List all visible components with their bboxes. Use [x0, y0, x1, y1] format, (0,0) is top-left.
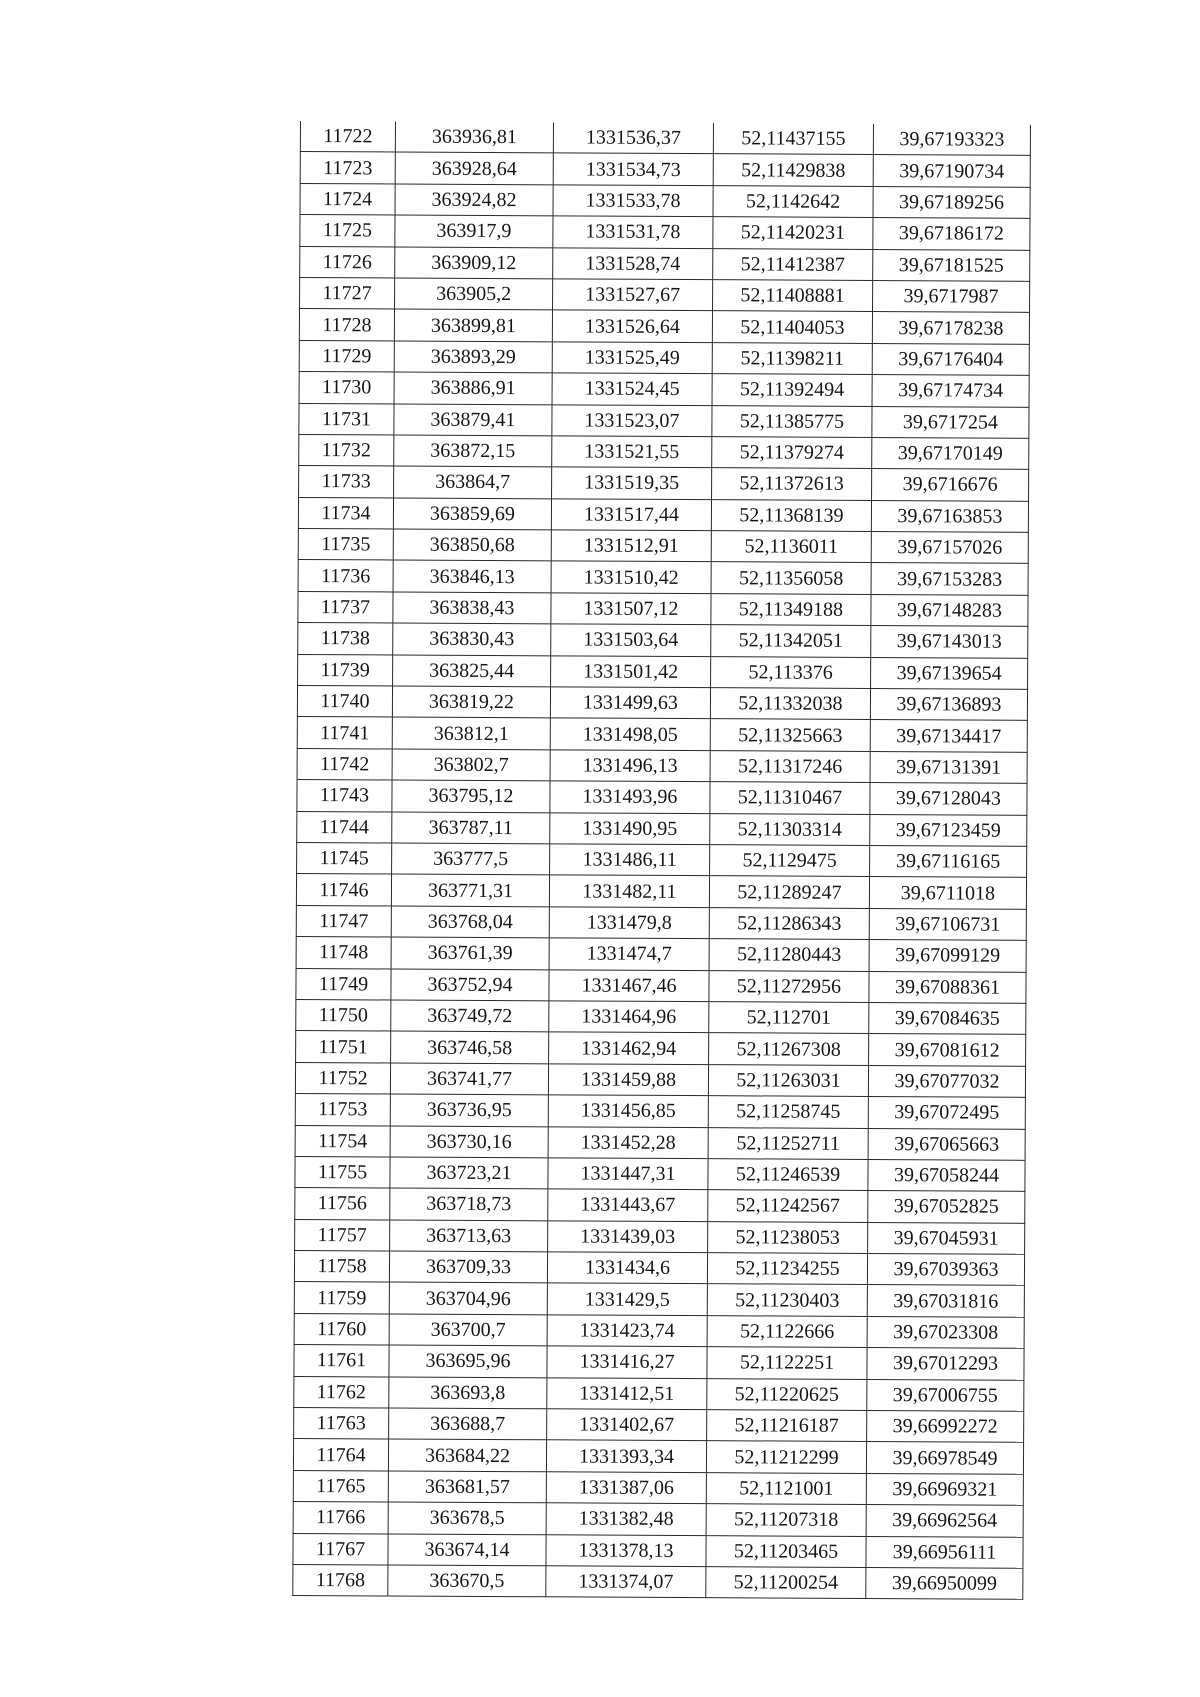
longitude-cell: 39,6717987	[873, 280, 1030, 312]
table-row	[294, 1345, 1024, 1380]
longitude-cell: 39,67081612	[869, 1034, 1026, 1066]
latitude-cell: 52,11368139	[711, 499, 871, 531]
point-number-cell: 11765	[293, 1470, 388, 1502]
table-row	[297, 842, 1027, 877]
longitude-cell: 39,67023308	[867, 1316, 1024, 1348]
table-row	[297, 748, 1027, 783]
table-row	[295, 1062, 1025, 1097]
y-coordinate-cell: 1331456,85	[548, 1095, 708, 1127]
point-number-cell: 11740	[297, 686, 392, 718]
point-number-cell: 11744	[297, 811, 392, 843]
point-number-cell: 11755	[295, 1156, 390, 1188]
point-number-cell: 11752	[295, 1062, 390, 1094]
latitude-cell: 52,11412387	[713, 248, 873, 280]
point-number-cell: 11751	[296, 1031, 391, 1063]
point-number-cell: 11735	[298, 529, 393, 561]
point-number-cell: 11756	[295, 1188, 390, 1220]
point-number-cell: 11726	[300, 246, 395, 278]
y-coordinate-cell: 1331393,34	[546, 1440, 706, 1472]
y-coordinate-cell: 1331387,06	[546, 1472, 706, 1504]
latitude-cell: 52,11242567	[708, 1190, 868, 1222]
y-coordinate-cell: 1331523,07	[552, 404, 712, 436]
latitude-cell: 52,11317246	[710, 750, 870, 782]
point-number-cell: 11733	[299, 466, 394, 498]
longitude-cell: 39,66992272	[867, 1411, 1024, 1443]
y-coordinate-cell: 1331526,64	[552, 310, 712, 342]
latitude-cell: 52,11220625	[707, 1378, 867, 1410]
table-row	[296, 968, 1026, 1003]
latitude-cell: 52,11342051	[711, 625, 871, 657]
table-row	[293, 1439, 1023, 1474]
y-coordinate-cell: 1331374,07	[546, 1566, 706, 1598]
longitude-cell: 39,67176404	[872, 343, 1029, 375]
longitude-cell: 39,67153283	[871, 563, 1028, 595]
x-coordinate-cell: 363736,95	[390, 1094, 548, 1126]
table-row	[294, 1282, 1024, 1317]
table-row	[297, 686, 1027, 721]
longitude-cell: 39,66969321	[866, 1473, 1023, 1505]
point-number-cell: 11753	[295, 1094, 390, 1126]
latitude-cell: 52,112701	[709, 1002, 869, 1034]
table-row	[294, 1251, 1024, 1286]
y-coordinate-cell: 1331507,12	[551, 593, 711, 625]
y-coordinate-cell: 1331416,27	[547, 1346, 707, 1378]
latitude-cell: 52,11207318	[706, 1504, 866, 1536]
latitude-cell: 52,11289247	[709, 876, 869, 908]
point-number-cell: 11760	[294, 1313, 389, 1345]
x-coordinate-cell: 363905,2	[395, 278, 553, 310]
y-coordinate-cell: 1331493,96	[550, 781, 710, 813]
latitude-cell: 52,11216187	[707, 1410, 867, 1442]
x-coordinate-cell: 363928,64	[395, 152, 553, 184]
table-row	[296, 937, 1026, 972]
table-row	[299, 466, 1029, 501]
longitude-cell: 39,67163853	[871, 500, 1028, 532]
latitude-cell: 52,11372613	[712, 468, 872, 500]
latitude-cell: 52,11272956	[709, 970, 869, 1002]
longitude-cell: 39,67088361	[869, 971, 1026, 1003]
table-row	[295, 1125, 1025, 1160]
latitude-cell: 52,11437155	[713, 123, 873, 155]
point-number-cell: 11750	[296, 999, 391, 1031]
table-row	[300, 121, 1030, 156]
y-coordinate-cell: 1331412,51	[547, 1377, 707, 1409]
point-number-cell: 11754	[295, 1125, 390, 1157]
x-coordinate-cell: 363670,5	[388, 1565, 546, 1597]
table-row	[297, 811, 1027, 846]
latitude-cell: 52,11203465	[706, 1535, 866, 1567]
y-coordinate-cell: 1331499,63	[550, 687, 710, 719]
x-coordinate-cell: 363688,7	[389, 1408, 547, 1440]
longitude-cell: 39,66978549	[866, 1442, 1023, 1474]
y-coordinate-cell: 1331528,74	[553, 247, 713, 279]
longitude-cell: 39,67058244	[868, 1159, 1025, 1191]
latitude-cell: 52,11230403	[707, 1284, 867, 1316]
latitude-cell: 52,11379274	[712, 437, 872, 469]
point-number-cell: 11763	[294, 1408, 389, 1440]
latitude-cell: 52,11310467	[710, 782, 870, 814]
y-coordinate-cell: 1331531,78	[553, 216, 713, 248]
longitude-cell: 39,67186172	[873, 218, 1030, 250]
latitude-cell: 52,11429838	[713, 154, 873, 186]
latitude-cell: 52,11267308	[709, 1033, 869, 1065]
point-number-cell: 11728	[299, 309, 394, 341]
table-row	[294, 1376, 1024, 1411]
longitude-cell: 39,67099129	[869, 940, 1026, 972]
y-coordinate-cell: 1331474,7	[549, 938, 709, 970]
x-coordinate-cell: 363893,29	[394, 341, 552, 373]
x-coordinate-cell: 363819,22	[392, 686, 550, 718]
table-row	[295, 1219, 1025, 1254]
x-coordinate-cell: 363859,69	[393, 498, 551, 530]
longitude-cell: 39,67136893	[870, 689, 1027, 721]
table-row	[300, 277, 1030, 312]
latitude-cell: 52,1129475	[710, 845, 870, 877]
x-coordinate-cell: 363730,16	[390, 1125, 548, 1157]
x-coordinate-cell: 363768,04	[391, 906, 549, 938]
latitude-cell: 52,11385775	[712, 405, 872, 437]
latitude-cell: 52,11392494	[712, 374, 872, 406]
x-coordinate-cell: 363850,68	[393, 529, 551, 561]
latitude-cell: 52,11356058	[711, 562, 871, 594]
table-row	[300, 183, 1030, 218]
table-row	[296, 1031, 1026, 1066]
x-coordinate-cell: 363886,91	[394, 372, 552, 404]
y-coordinate-cell: 1331378,13	[546, 1534, 706, 1566]
y-coordinate-cell: 1331510,42	[551, 561, 711, 593]
latitude-cell: 52,1142642	[713, 185, 873, 217]
x-coordinate-cell: 363846,13	[393, 560, 551, 592]
point-number-cell: 11761	[294, 1345, 389, 1377]
longitude-cell: 39,67084635	[869, 1002, 1026, 1034]
y-coordinate-cell: 1331521,55	[552, 436, 712, 468]
y-coordinate-cell: 1331452,28	[548, 1126, 708, 1158]
table-row	[298, 623, 1028, 658]
table-row	[298, 529, 1028, 564]
point-number-cell: 11725	[300, 215, 395, 247]
longitude-cell: 39,67134417	[870, 720, 1027, 752]
longitude-cell: 39,67039363	[867, 1254, 1024, 1286]
y-coordinate-cell: 1331512,91	[551, 530, 711, 562]
x-coordinate-cell: 363936,81	[395, 122, 553, 154]
table-row	[295, 1156, 1025, 1191]
longitude-cell: 39,67181525	[873, 249, 1030, 281]
longitude-cell: 39,67065663	[868, 1128, 1025, 1160]
latitude-cell: 52,11286343	[709, 907, 869, 939]
table-row	[293, 1564, 1023, 1599]
y-coordinate-cell: 1331402,67	[547, 1409, 707, 1441]
latitude-cell: 52,11332038	[710, 688, 870, 720]
x-coordinate-cell: 363879,41	[394, 404, 552, 436]
y-coordinate-cell: 1331459,88	[548, 1064, 708, 1096]
longitude-cell: 39,67190734	[873, 155, 1030, 187]
longitude-cell: 39,67072495	[868, 1097, 1025, 1129]
x-coordinate-cell: 363771,31	[391, 874, 549, 906]
x-coordinate-cell: 363674,14	[388, 1534, 546, 1566]
table-row	[298, 560, 1028, 595]
x-coordinate-cell: 363713,63	[390, 1220, 548, 1252]
longitude-cell: 39,67006755	[867, 1379, 1024, 1411]
longitude-cell: 39,67157026	[871, 532, 1028, 564]
latitude-cell: 52,11234255	[707, 1253, 867, 1285]
longitude-cell: 39,67128043	[870, 783, 1027, 815]
longitude-cell: 39,66962564	[866, 1505, 1023, 1537]
longitude-cell: 39,67052825	[868, 1191, 1025, 1223]
y-coordinate-cell: 1331382,48	[546, 1503, 706, 1535]
latitude-cell: 52,11303314	[710, 813, 870, 845]
y-coordinate-cell: 1331434,6	[547, 1252, 707, 1284]
y-coordinate-cell: 1331467,46	[549, 969, 709, 1001]
longitude-cell: 39,67189256	[873, 186, 1030, 218]
x-coordinate-cell: 363709,33	[389, 1251, 547, 1283]
latitude-cell: 52,11420231	[713, 217, 873, 249]
y-coordinate-cell: 1331503,64	[551, 624, 711, 656]
longitude-cell: 39,67031816	[867, 1285, 1024, 1317]
point-number-cell: 11731	[299, 403, 394, 435]
x-coordinate-cell: 363787,11	[392, 812, 550, 844]
point-number-cell: 11766	[293, 1502, 388, 1534]
x-coordinate-cell: 363777,5	[392, 843, 550, 875]
point-number-cell: 11764	[293, 1439, 388, 1471]
latitude-cell: 52,11258745	[708, 1096, 868, 1128]
x-coordinate-cell: 363812,1	[392, 717, 550, 749]
y-coordinate-cell: 1331496,13	[550, 750, 710, 782]
latitude-cell: 52,11238053	[708, 1221, 868, 1253]
table-row	[296, 874, 1026, 909]
point-number-cell: 11762	[294, 1376, 389, 1408]
y-coordinate-cell: 1331519,35	[552, 467, 712, 499]
table-row	[299, 372, 1029, 407]
x-coordinate-cell: 363825,44	[393, 655, 551, 687]
latitude-cell: 52,11404053	[712, 311, 872, 343]
table-row	[299, 340, 1029, 375]
table-row	[293, 1502, 1023, 1537]
longitude-cell: 39,67148283	[871, 594, 1028, 626]
x-coordinate-cell: 363700,7	[389, 1314, 547, 1346]
latitude-cell: 52,11280443	[709, 939, 869, 971]
point-number-cell: 11732	[299, 434, 394, 466]
point-number-cell: 11723	[300, 152, 395, 184]
table-row	[293, 1470, 1023, 1505]
y-coordinate-cell: 1331462,94	[549, 1032, 709, 1064]
latitude-cell: 52,11212299	[706, 1441, 866, 1473]
latitude-cell: 52,1122666	[707, 1315, 867, 1347]
longitude-cell: 39,67106731	[869, 908, 1026, 940]
point-number-cell: 11729	[299, 340, 394, 372]
y-coordinate-cell: 1331527,67	[553, 279, 713, 311]
longitude-cell: 39,66956111	[866, 1536, 1023, 1568]
x-coordinate-cell: 363761,39	[391, 937, 549, 969]
point-number-cell: 11768	[293, 1564, 388, 1596]
x-coordinate-cell: 363681,57	[388, 1471, 546, 1503]
table-row	[295, 1188, 1025, 1223]
x-coordinate-cell: 363678,5	[388, 1502, 546, 1534]
y-coordinate-cell: 1331498,05	[550, 718, 710, 750]
point-number-cell: 11745	[297, 842, 392, 874]
table-row	[296, 999, 1026, 1034]
point-number-cell: 11757	[295, 1219, 390, 1251]
point-number-cell: 11734	[298, 497, 393, 529]
point-number-cell: 11746	[296, 874, 391, 906]
point-number-cell: 11759	[294, 1282, 389, 1314]
point-number-cell: 11730	[299, 372, 394, 404]
longitude-cell: 39,6717254	[872, 406, 1029, 438]
y-coordinate-cell: 1331486,11	[550, 844, 710, 876]
longitude-cell: 39,67131391	[870, 751, 1027, 783]
longitude-cell: 39,67174734	[872, 375, 1029, 407]
x-coordinate-cell: 363924,82	[395, 184, 553, 216]
point-number-cell: 11737	[298, 591, 393, 623]
table-row	[300, 152, 1030, 187]
y-coordinate-cell: 1331501,42	[551, 655, 711, 687]
x-coordinate-cell: 363718,73	[390, 1188, 548, 1220]
longitude-cell: 39,6716676	[872, 469, 1029, 501]
table-row	[299, 403, 1029, 438]
x-coordinate-cell: 363864,7	[394, 466, 552, 498]
point-number-cell: 11736	[298, 560, 393, 592]
x-coordinate-cell: 363723,21	[390, 1157, 548, 1189]
table-row	[297, 717, 1027, 752]
point-number-cell: 11748	[296, 937, 391, 969]
x-coordinate-cell: 363795,12	[392, 780, 550, 812]
longitude-cell: 39,67077032	[868, 1065, 1025, 1097]
x-coordinate-cell: 363872,15	[394, 435, 552, 467]
x-coordinate-cell: 363838,43	[393, 592, 551, 624]
table-row	[293, 1533, 1023, 1568]
x-coordinate-cell: 363741,77	[390, 1063, 548, 1095]
y-coordinate-cell: 1331482,11	[549, 875, 709, 907]
x-coordinate-cell: 363684,22	[388, 1439, 546, 1471]
x-coordinate-cell: 363704,96	[389, 1282, 547, 1314]
x-coordinate-cell: 363695,96	[389, 1345, 547, 1377]
table-row	[298, 497, 1028, 532]
x-coordinate-cell: 363746,58	[391, 1031, 549, 1063]
latitude-cell: 52,11349188	[711, 594, 871, 626]
y-coordinate-cell: 1331536,37	[553, 122, 713, 154]
table-row	[299, 434, 1029, 469]
latitude-cell: 52,11246539	[708, 1159, 868, 1191]
x-coordinate-cell: 363802,7	[392, 749, 550, 781]
table-row	[298, 591, 1028, 626]
y-coordinate-cell: 1331524,45	[552, 373, 712, 405]
point-number-cell: 11747	[296, 905, 391, 937]
longitude-cell: 39,6711018	[869, 877, 1026, 909]
x-coordinate-cell: 363917,9	[395, 215, 553, 247]
latitude-cell: 52,1136011	[711, 531, 871, 563]
table-row	[294, 1313, 1024, 1348]
point-number-cell: 11741	[297, 717, 392, 749]
latitude-cell: 52,11408881	[713, 280, 873, 312]
longitude-cell: 39,67178238	[872, 312, 1029, 344]
longitude-cell: 39,67193323	[873, 124, 1030, 156]
table-row	[299, 309, 1029, 344]
longitude-cell: 39,67143013	[871, 626, 1028, 658]
longitude-cell: 39,67045931	[868, 1222, 1025, 1254]
point-number-cell: 11742	[297, 748, 392, 780]
point-number-cell: 11739	[298, 654, 393, 686]
y-coordinate-cell: 1331443,67	[548, 1189, 708, 1221]
y-coordinate-cell: 1331429,5	[547, 1283, 707, 1315]
table-row	[294, 1408, 1024, 1443]
latitude-cell: 52,11325663	[710, 719, 870, 751]
latitude-cell: 52,1121001	[706, 1472, 866, 1504]
x-coordinate-cell: 363830,43	[393, 623, 551, 655]
y-coordinate-cell: 1331534,73	[553, 153, 713, 185]
coordinates-table-body	[293, 121, 1031, 1600]
latitude-cell: 52,11200254	[706, 1567, 866, 1599]
table-row	[300, 215, 1030, 250]
longitude-cell: 39,66950099	[866, 1567, 1023, 1599]
latitude-cell: 52,1122251	[707, 1347, 867, 1379]
point-number-cell: 11749	[296, 968, 391, 1000]
point-number-cell: 11724	[300, 183, 395, 215]
latitude-cell: 52,113376	[711, 656, 871, 688]
table-row	[296, 905, 1026, 940]
latitude-cell: 52,11398211	[712, 342, 872, 374]
x-coordinate-cell: 363749,72	[391, 1000, 549, 1032]
y-coordinate-cell: 1331490,95	[550, 812, 710, 844]
point-number-cell: 11758	[294, 1251, 389, 1283]
x-coordinate-cell: 363752,94	[391, 969, 549, 1001]
y-coordinate-cell: 1331464,96	[549, 1001, 709, 1033]
table-row	[300, 246, 1030, 281]
table-row	[295, 1094, 1025, 1129]
point-number-cell: 11743	[297, 780, 392, 812]
table-row	[297, 780, 1027, 815]
x-coordinate-cell: 363693,8	[389, 1377, 547, 1409]
longitude-cell: 39,67123459	[870, 814, 1027, 846]
x-coordinate-cell: 363909,12	[395, 247, 553, 279]
longitude-cell: 39,67170149	[872, 437, 1029, 469]
point-number-cell: 11727	[300, 277, 395, 309]
coordinates-table	[292, 121, 1031, 1600]
table-row	[298, 654, 1028, 689]
longitude-cell: 39,67012293	[867, 1348, 1024, 1380]
x-coordinate-cell: 363899,81	[394, 309, 552, 341]
y-coordinate-cell: 1331479,8	[549, 907, 709, 939]
point-number-cell: 11767	[293, 1533, 388, 1565]
longitude-cell: 39,67139654	[871, 657, 1028, 689]
y-coordinate-cell: 1331439,03	[548, 1220, 708, 1252]
latitude-cell: 52,11263031	[708, 1064, 868, 1096]
y-coordinate-cell: 1331423,74	[547, 1315, 707, 1347]
longitude-cell: 39,67116165	[870, 845, 1027, 877]
y-coordinate-cell: 1331525,49	[552, 342, 712, 374]
y-coordinate-cell: 1331533,78	[553, 185, 713, 217]
y-coordinate-cell: 1331447,31	[548, 1158, 708, 1190]
y-coordinate-cell: 1331517,44	[551, 499, 711, 531]
point-number-cell: 11722	[300, 121, 395, 152]
latitude-cell: 52,11252711	[708, 1127, 868, 1159]
point-number-cell: 11738	[298, 623, 393, 655]
